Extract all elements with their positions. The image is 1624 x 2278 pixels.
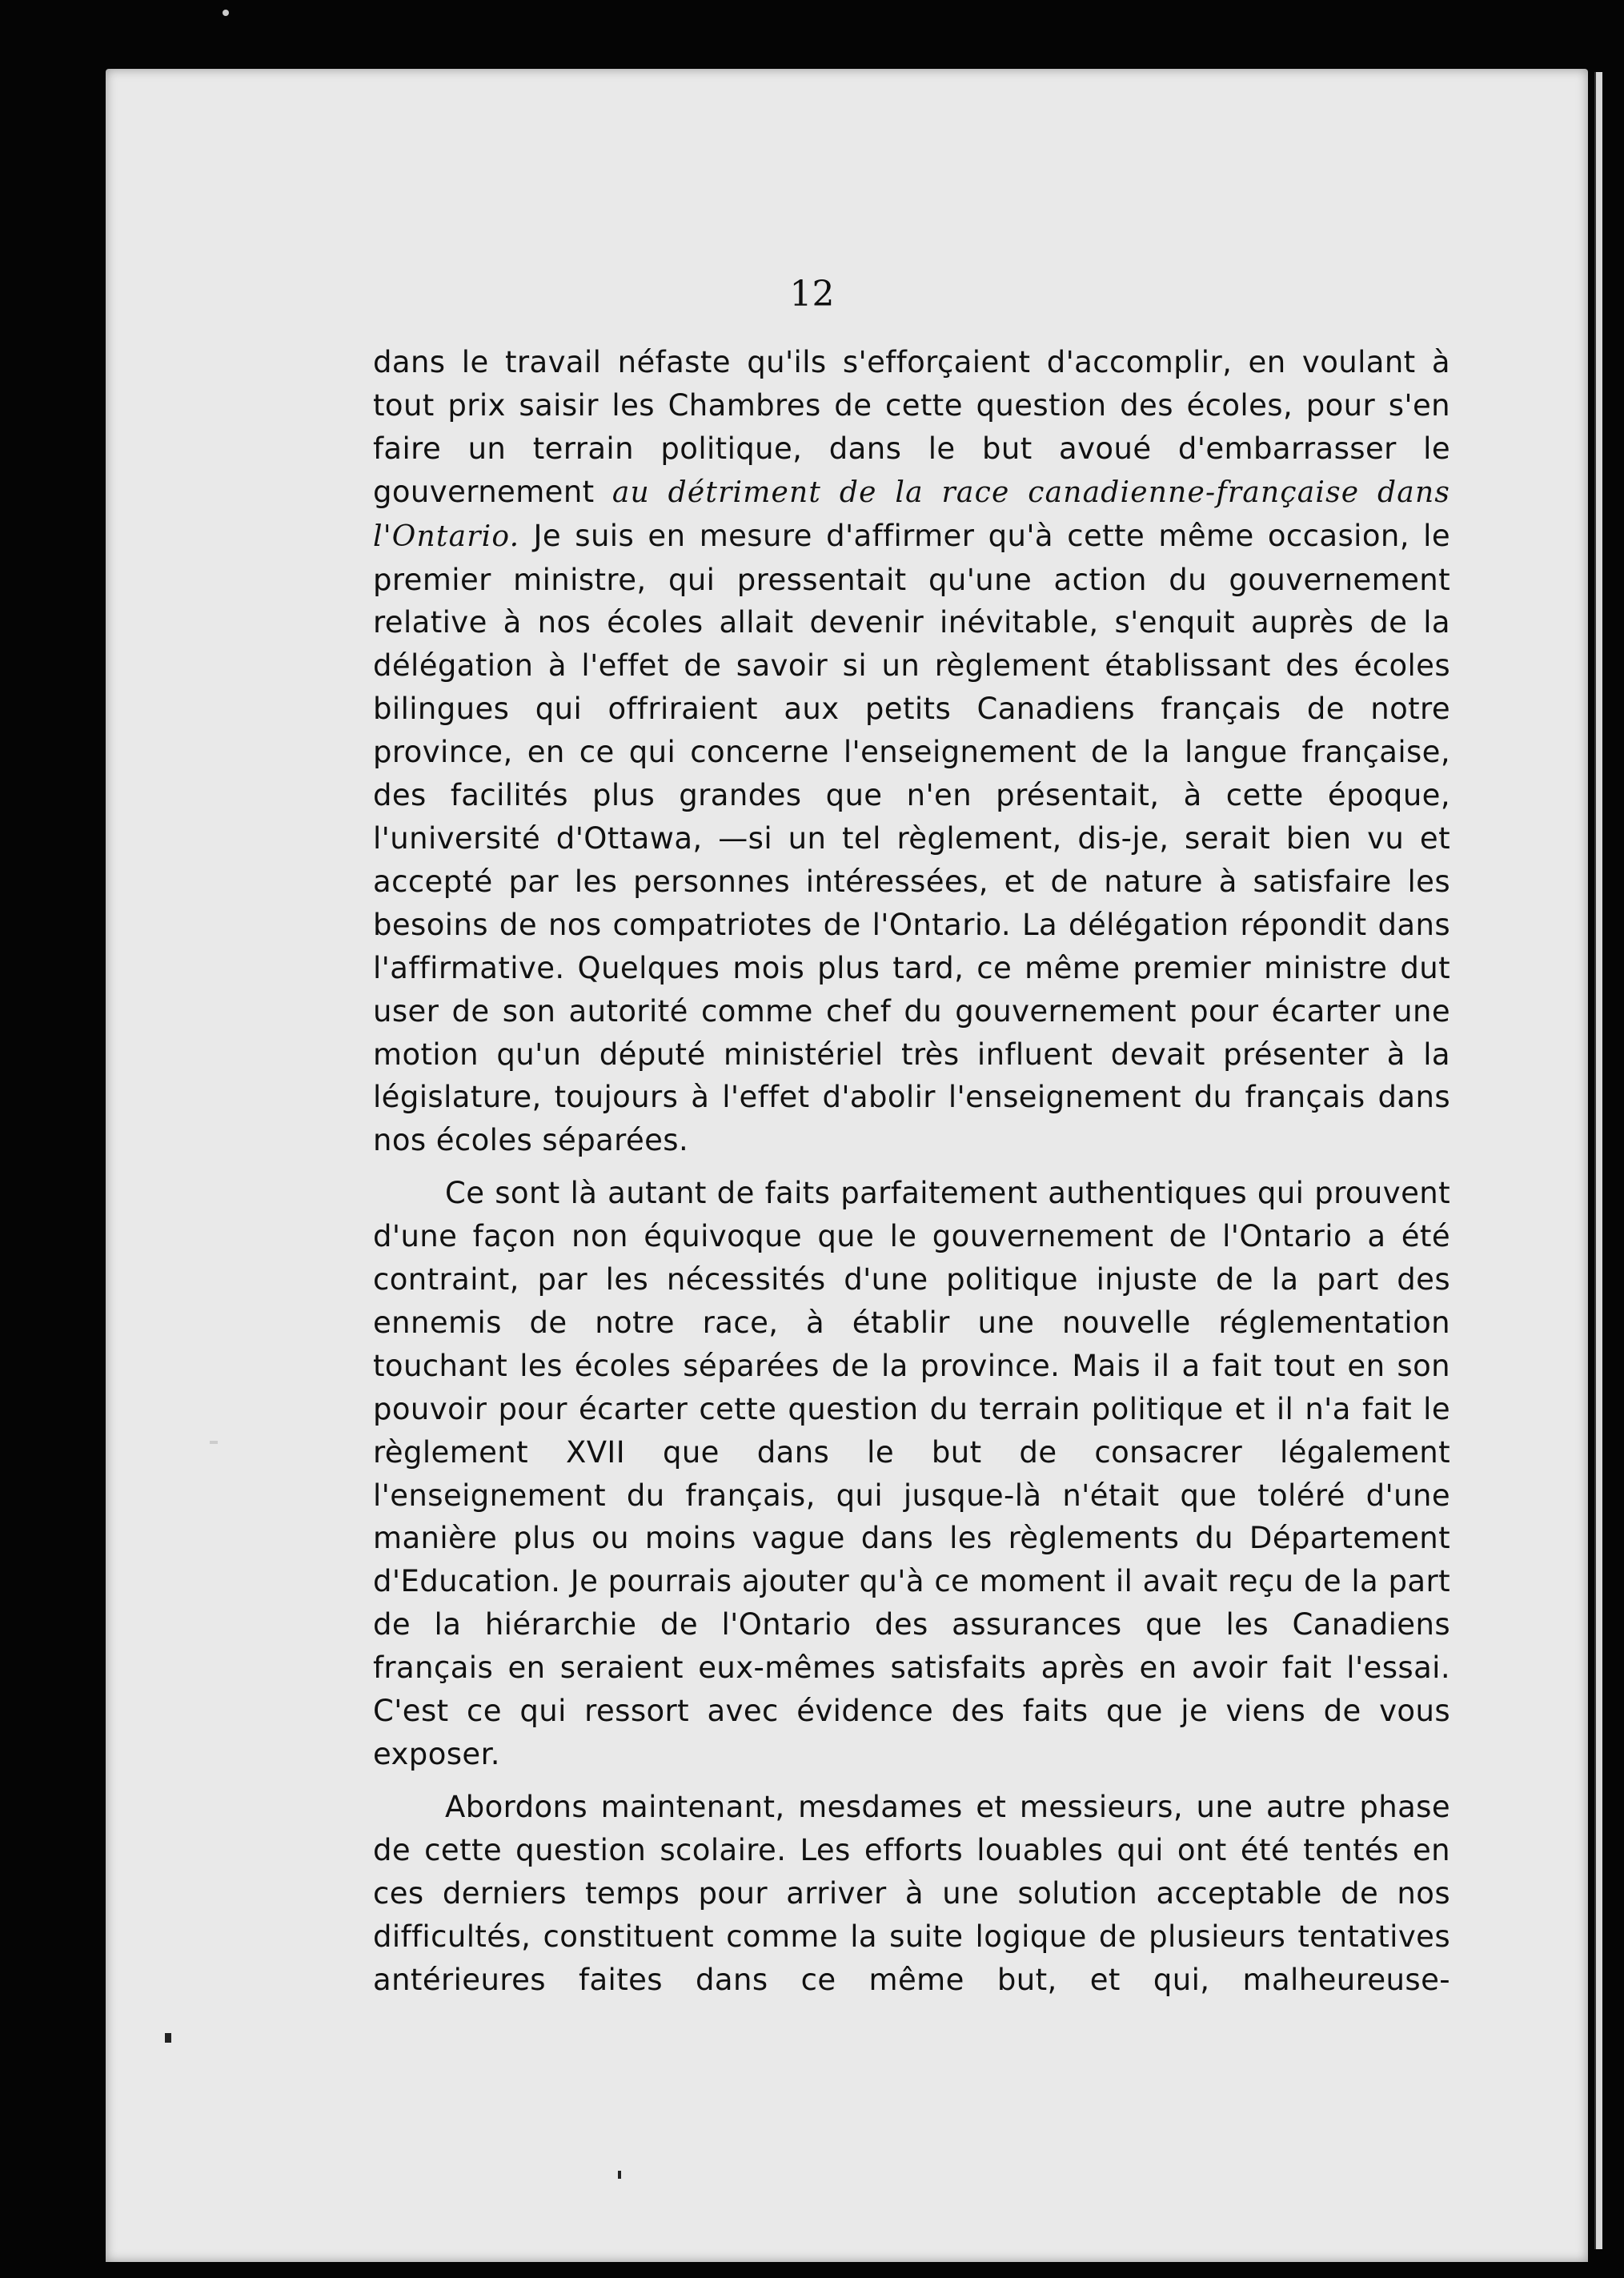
paragraph-1-text-start: dans le travail néfaste qu'ils s'efforçaient d'accomplir, en voulant à tout prix saisir les Chambres de cette question des écoles, pour s'en faire un terrain politique, dans le but avoué d'embarrasser le gouvernement [373,345,1450,509]
paper-edge [1594,72,1602,2249]
paragraph-1-text-end: Je suis en mesure d'affirmer qu'à cette même occasion, le premier ministre, qui pressentait qu'une action du gouvernement relative à nos écoles allait devenir inévitable, s'enquit auprès de la délégation à l'effet de savoir si un règlement établissant des écoles bilingues qui offriraient aux petits Canadiens français de notre province, en ce qui concerne l'enseignement de la langue française, des facilités plus grandes que n'en présentait, à cette époque, l'université d'Ottawa, —si un tel règlement, dis-je, serait bien vu et accepté par les personnes intéressées, et de nature à satisfaire les besoins de nos compatriotes de l'Ontario. La délégation répondit dans l'affirmative. Quelques mois plus tard, ce même premier ministre dut user de son autorité comme chef du gouvernement pour écarter une motion qu'un député ministériel très influent devait présenter à la législature, toujours à l'effet d'abolir l'enseignement du français dans nos écoles séparées. [373,518,1450,1158]
scan-speck [210,1441,218,1444]
paragraph-2: Ce sont là autant de faits parfaitement authentiques qui prouvent d'une façon non équivoque que le gouvernement de l'Ontario a été contraint, par les nécessités d'une politique injuste de la part des ennemis de notre race, à établir une nouvelle réglementation touchant les écoles séparées de la province. Mais il a fait tout en son pouvoir pour écarter cette question du terrain politique et il n'a fait le règlement XVII que dans le but de consacrer légalement l'enseignement du français, qui jusque-là n'était que toléré d'une manière plus ou moins vague dans les règlements du Département d'Education. Je pourrais ajouter qu'à ce moment il avait reçu de la part de la hiérarchie de l'Ontario des assurances que les Canadiens français en seraient eux-mêmes satisfaits après en avoir fait l'essai. C'est ce qui ressort avec évidence des faits que je viens de vous exposer. [373,1176,1450,1771]
paragraph-1 [373,341,1450,1162]
paragraph-3: Abordons maintenant, mesdames et messieurs, une autre phase de cette question scolaire. Les efforts louables qui ont été tentés en ces derniers temps pour arriver à une solution acceptable de nos difficultés, constituent comme la suite logique de plusieurs tentatives antérieures faites dans ce même but, et qui, malheureuse- [373,1789,1450,1997]
scan-speck [165,2033,171,2043]
scan-speck [618,2171,621,2179]
body-text [373,341,1450,2001]
scan-speck [223,10,229,16]
paragraph-1-italic-phrase: au détriment de la race canadienne-française dans l'Ontario. [373,475,1451,553]
page-number: 12 [789,274,835,315]
